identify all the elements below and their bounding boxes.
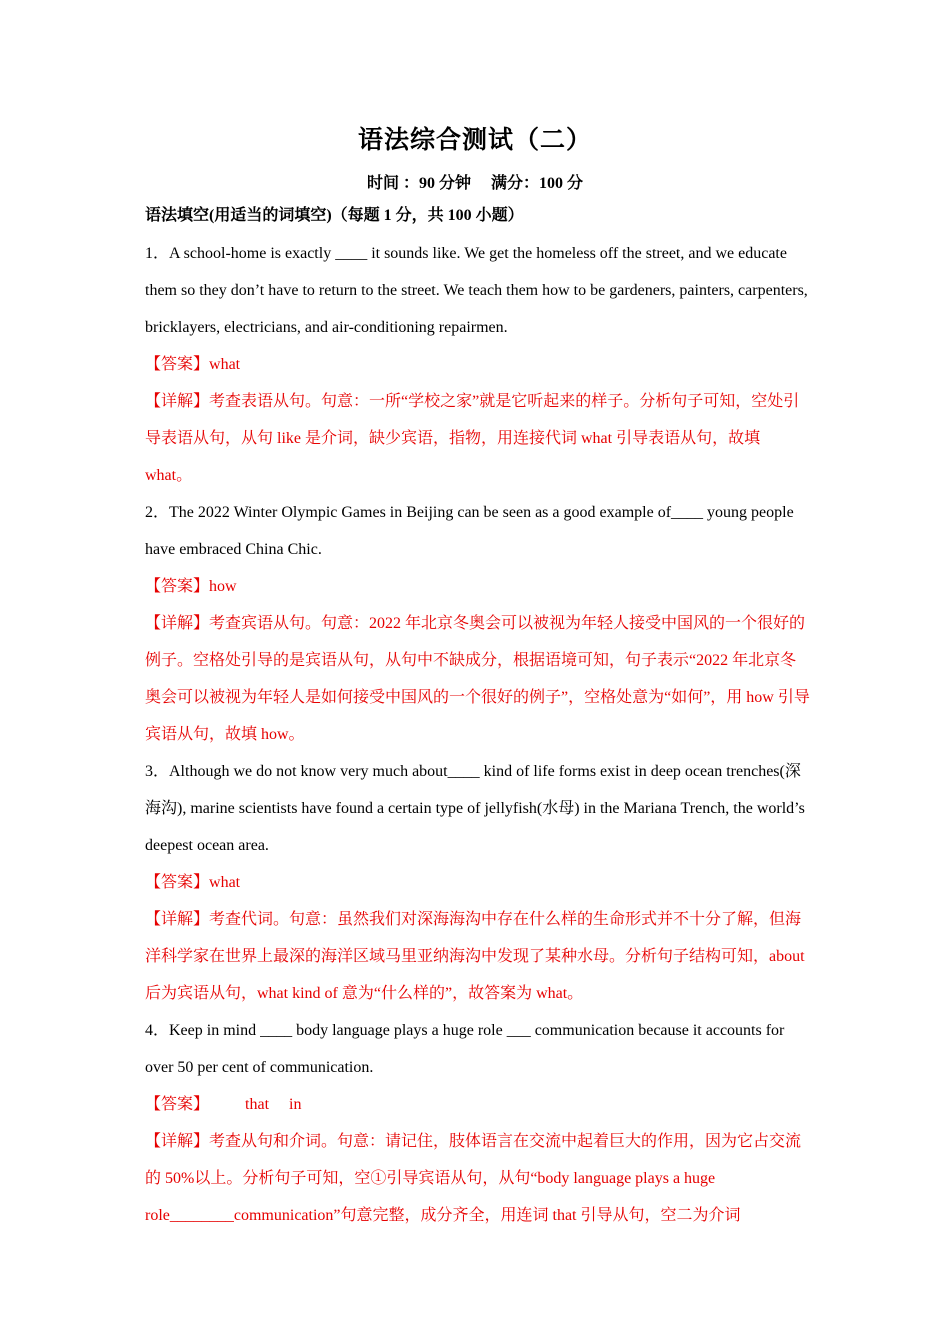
answer-label: 【答案】: [145, 578, 210, 595]
answer-label: 【答案】: [145, 356, 210, 373]
question-block-2: [145, 494, 810, 753]
detail-label: 【详解】: [145, 393, 210, 410]
answer-value: what: [209, 874, 241, 891]
detail-label: 【详解】: [145, 1133, 210, 1150]
answer-value: what: [209, 356, 241, 373]
detail-label: 【详解】: [145, 911, 210, 928]
question-text: 3．Although we do not know very much about____ kind of life forms exist in deep ocean trenches(深海沟), marine scientists have found a certain type of jellyfish(水母) in the Mariana Trench, the world’s deepest ocean area.: [145, 763, 805, 854]
answer-label: 【答案】: [145, 1096, 210, 1113]
question-text: 1．A school-home is exactly ____ it sounds like. We get the homeless off the street, and we educate them so they don’t have to return to the street. We teach them how to be gardeners, painters, carpenters, bricklayers, electricians, and air-conditioning repairmen.: [145, 245, 808, 336]
answer-label: 【答案】: [145, 874, 210, 891]
detail-label: 【详解】: [145, 615, 210, 632]
exam-info: [0, 170, 950, 193]
answer-value: that: [245, 1096, 270, 1113]
question-text: 2．The 2022 Winter Olympic Games in Beijing can be seen as a good example of____ young people have embraced China Chic.: [145, 504, 794, 558]
answer-line: [145, 568, 810, 605]
answer-value: how: [209, 578, 237, 595]
detail-body: 考查从句和介词。句意：请记住，肢体语言在交流中起着巨大的作用，因为它占交流的 50%以上。分析句子可知，空①引导宾语从句，从句“body language plays a huge role________communication”句意完整，成分齐全，用连词 that 引导从句，空二为介词: [145, 1133, 802, 1224]
answer-line: [145, 864, 810, 901]
detail-text: [145, 1123, 810, 1234]
question-text: 4．Keep in mind ____ body language plays a huge role ___ communication because it accounts for over 50 per cent of communication.: [145, 1022, 785, 1076]
detail-body: 考查宾语从句。句意：2022 年北京冬奥会可以被视为年轻人接受中国风的一个很好的例子。空格处引导的是宾语从句，从句中不缺成分，根据语境可知，句子表示“2022 年北京冬奥会可以被视为年轻人是如何接受中国风的一个很好的例子”，空格处意为“如何”，用 how 引导宾语从句，故填 how。: [145, 615, 810, 743]
question-block-3: [145, 753, 810, 1012]
detail-text: [145, 605, 810, 753]
exam-score: 满分：100 分: [491, 175, 584, 192]
answer-line: [145, 346, 810, 383]
detail-text: [145, 901, 810, 1012]
detail-body: 考查代词。句意：虽然我们对深海海沟中存在什么样的生命形式并不十分了解，但海洋科学家在世界上最深的海洋区域马里亚纳海沟中发现了某种水母。分析句子结构可知，about 后为宾语从句，what kind of 意为“什么样的”，故答案为 what。: [145, 911, 805, 1002]
answer-line: [145, 1086, 810, 1123]
detail-body: 考查表语从句。句意：一所“学校之家”就是它听起来的样子。分析句子可知，空处引导表语从句，从句 like 是介词，缺少宾语，指物，用连接代词 what 引导表语从句，故填 what。: [145, 393, 800, 484]
page-title: 语法综合测试（二）: [357, 127, 592, 154]
exam-time: 时间 ：90 分钟: [366, 175, 471, 192]
content: [145, 203, 810, 1234]
question-block-1: [145, 235, 810, 494]
answer-value-2: in: [289, 1096, 302, 1113]
section-heading: 语法填空(用适当的词填空)（每题 1 分，共 100 小题）: [145, 207, 524, 224]
detail-text: [145, 383, 810, 494]
question-block-4: [145, 1012, 810, 1234]
